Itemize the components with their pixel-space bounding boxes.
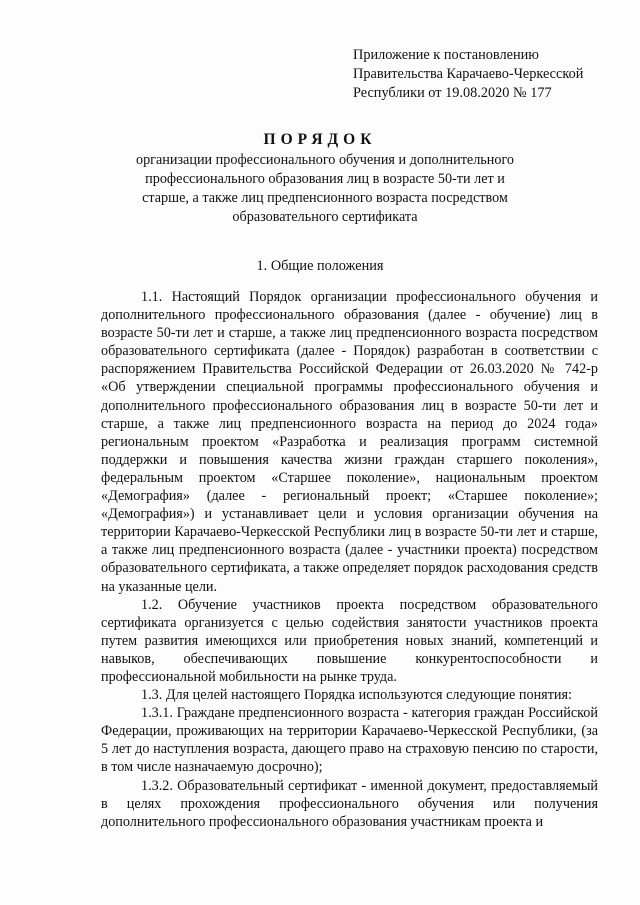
header-line-1: Приложение к постановлению	[353, 47, 539, 63]
document-subtitle: организации профессионального обучения и дополнительного профессионального образования лиц в возрасте 50-ти лет и старше, а также лиц предпенсионного возраста посредством образовательного сертификата	[135, 152, 515, 225]
section-heading: 1. Общие положения	[256, 258, 384, 274]
paragraph-1-2: 1.2. Обучение участников проекта посредством образовательного сертификата организуется с целью содействия занятости участников проекта путем развития имеющихся или приобретения новых знаний, компетенций и навыков, обеспечивающих повышение конкурентоспособности и профессиональной мобильности на рынке труда.	[101, 596, 598, 685]
paragraph-1-3-2: 1.3.2. Образовательный сертификат - именной документ, предоставляемый в целях прохождения профессионального обучения или получения дополнительного профессионального образования участникам проекта и	[101, 777, 598, 830]
header-line-2: Правительства Карачаево-Черкесской	[353, 66, 584, 82]
paragraph-1-3: 1.3. Для целей настоящего Порядка используются следующие понятия:	[141, 687, 572, 704]
paragraph-1-3-1: 1.3.1. Граждане предпенсионного возраста - категория граждан Российской Федерации, проживающих на территории Карачаево-Черкесской Республики, (за 5 лет до наступления возраста, дающего право на страховую пенсию по старости, в том числе назначаемую досрочно);	[101, 705, 598, 776]
paragraph-1-1: 1.1. Настоящий Порядок организации профессионального обучения и дополнительного профессионального образования (далее - обучение) лиц в возрасте 50-ти лет и старше, а также лиц предпенсионного возраста посредством образовательного сертификата (далее - Порядок) разработан в соответствии с распоряжением Правительства Российской Федерации от 26.03.2020 № 742-р «Об утверждении специальной программы профессионального обучения и дополнительного профессионального образования лиц в возрасте 50-ти лет и старше, а также лиц предпенсионного возраста на период до 2024 года» региональным проектом «Разработка и реализация программ системной поддержки и повышения качества жизни граждан старшего поколения», федеральным проектом «Старшее поколение», национальным проектом «Демография» (далее - региональный проект; «Старшее поколение»; «Демография») и устанавливает цели и условия организации обучения на территории Карачаево-Черкесской Республики лиц в возрасте 50-ти лет и старше, а также лиц предпенсионного возраста (далее - участники проекта) посредством образовательного сертификата, а также определяет порядок расходования средств на указанные цели.	[101, 289, 598, 595]
appendix-header	[353, 46, 633, 103]
document-body	[101, 288, 598, 831]
document-title: ПОРЯДОК	[263, 131, 377, 148]
header-line-3: Республики от 19.08.2020 № 177	[353, 85, 552, 101]
